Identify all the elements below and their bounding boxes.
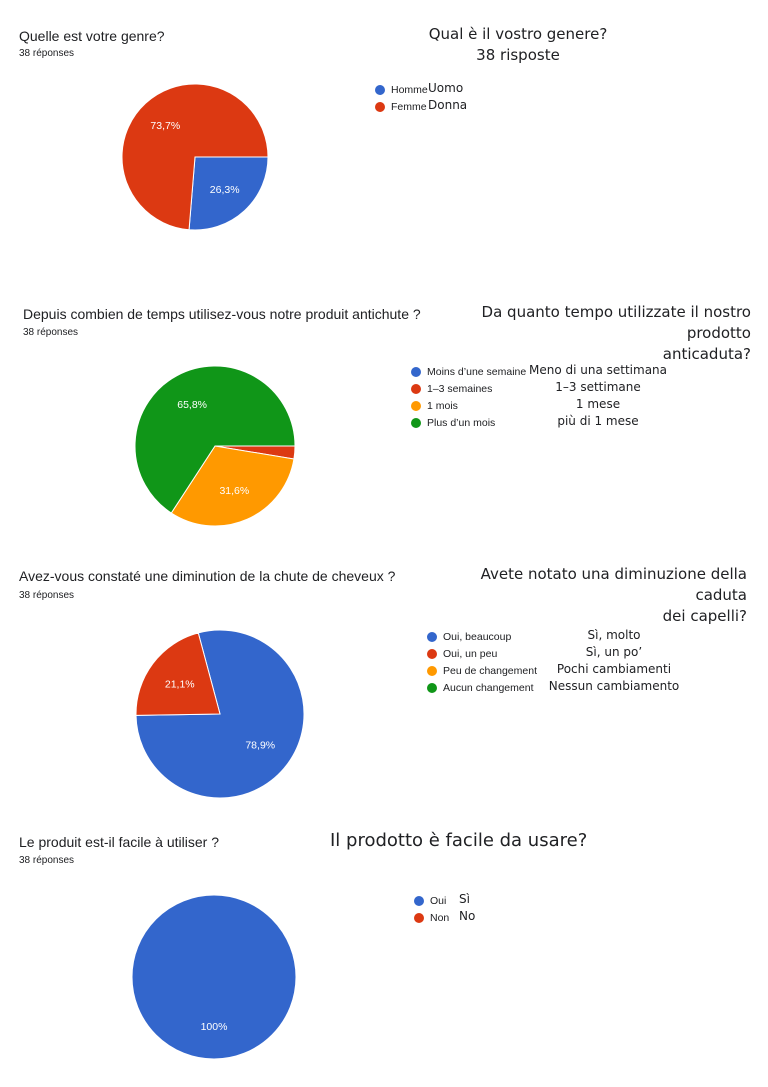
legend-item[interactable] — [411, 366, 526, 378]
legend-swatch-icon — [414, 896, 424, 906]
question-title-fr: Depuis combien de temps utilisez-vous notre produit antichute ? — [23, 306, 421, 322]
legend-item[interactable] — [414, 895, 446, 907]
legend-swatch-icon — [411, 384, 421, 394]
legend-item[interactable] — [427, 648, 497, 660]
legend-label-fr: Oui, beaucoup — [443, 631, 512, 643]
legend-label-it: Sì, molto — [587, 628, 641, 642]
legend-swatch-icon — [427, 649, 437, 659]
legend-swatch-icon — [411, 367, 421, 377]
legend-item[interactable] — [375, 84, 428, 96]
question-title-it: Da quanto tempo utilizzate il nostro prodotto anticaduta? — [481, 303, 751, 363]
pie-slice-oui — [132, 895, 296, 1059]
legend-label-it: No — [459, 909, 476, 923]
pie-slice-label: 78,9% — [245, 739, 276, 752]
question-title-fr: Avez-vous constaté une diminution de la chute de cheveux ? — [19, 568, 396, 584]
legend-item[interactable] — [411, 383, 492, 395]
legend-item[interactable] — [427, 682, 533, 694]
legend-swatch-icon — [427, 632, 437, 642]
response-count: 38 réponses — [19, 590, 75, 601]
legend-item[interactable] — [414, 912, 449, 924]
response-count: 38 réponses — [23, 327, 79, 338]
legend-swatch-icon — [427, 666, 437, 676]
legend-label-it: 1 mese — [575, 397, 621, 411]
response-count: 38 réponses — [19, 855, 75, 866]
pie-slice-label: 100% — [200, 1021, 228, 1034]
legend-swatch-icon — [411, 401, 421, 411]
legend-label-fr: 1 mois — [427, 400, 458, 412]
legend-item[interactable] — [411, 417, 495, 429]
legend-label-fr: Plus d’un mois — [427, 417, 496, 429]
legend-label-it: Meno di una settimana — [528, 363, 668, 377]
legend-label-it: 1–3 settimane — [555, 380, 641, 394]
pie-slice-label: 26,3% — [209, 184, 240, 197]
question-title-it: Il prodotto è facile da usare? — [330, 830, 588, 851]
pie-slice-label: 31,6% — [219, 484, 250, 497]
pie-slice-label: 73,7% — [150, 119, 181, 132]
legend-label-fr: 1–3 semaines — [427, 383, 493, 395]
legend-label-it: Donna — [428, 98, 468, 112]
legend-item[interactable] — [427, 631, 511, 643]
legend-swatch-icon — [375, 102, 385, 112]
legend-swatch-icon — [411, 418, 421, 428]
question-title-fr: Le produit est-il facile à utiliser ? — [19, 834, 219, 850]
legend-label-it: Sì — [459, 892, 470, 906]
question-title-fr: Quelle est votre genre? — [19, 28, 165, 44]
legend-label-fr: Non — [430, 912, 450, 924]
legend-label-it: Sì, un po’ — [585, 645, 643, 659]
legend-label-it: più di 1 mese — [557, 414, 639, 428]
legend-swatch-icon — [375, 85, 385, 95]
legend-label-it: Nessun cambiamento — [548, 679, 680, 693]
legend-label-it: Uomo — [428, 81, 464, 95]
legend-swatch-icon — [414, 913, 424, 923]
legend-label-fr: Peu de changement — [443, 665, 537, 677]
legend-label-fr: Homme — [391, 84, 428, 96]
legend-label-fr: Oui, un peu — [443, 648, 498, 660]
pie-slice-label: 21,1% — [164, 678, 195, 691]
legend-swatch-icon — [427, 683, 437, 693]
legend-label-fr: Aucun changement — [443, 682, 534, 694]
response-count: 38 réponses — [19, 48, 75, 59]
legend-label-fr: Femme — [391, 101, 427, 113]
pie-slice-label: 65,8% — [177, 398, 208, 411]
legend-label-fr: Moins d’une semaine — [427, 366, 527, 378]
question-title-it: Qual è il vostro genere? 38 risposte — [428, 25, 608, 64]
legend-label-fr: Oui — [430, 895, 447, 907]
legend-item[interactable] — [411, 400, 458, 412]
legend-label-it: Pochi cambiamenti — [556, 662, 672, 676]
legend-item[interactable] — [427, 665, 537, 677]
legend-item[interactable] — [375, 101, 427, 113]
question-title-it: Avete notato una diminuzione della caduta dei capelli? — [480, 565, 747, 625]
